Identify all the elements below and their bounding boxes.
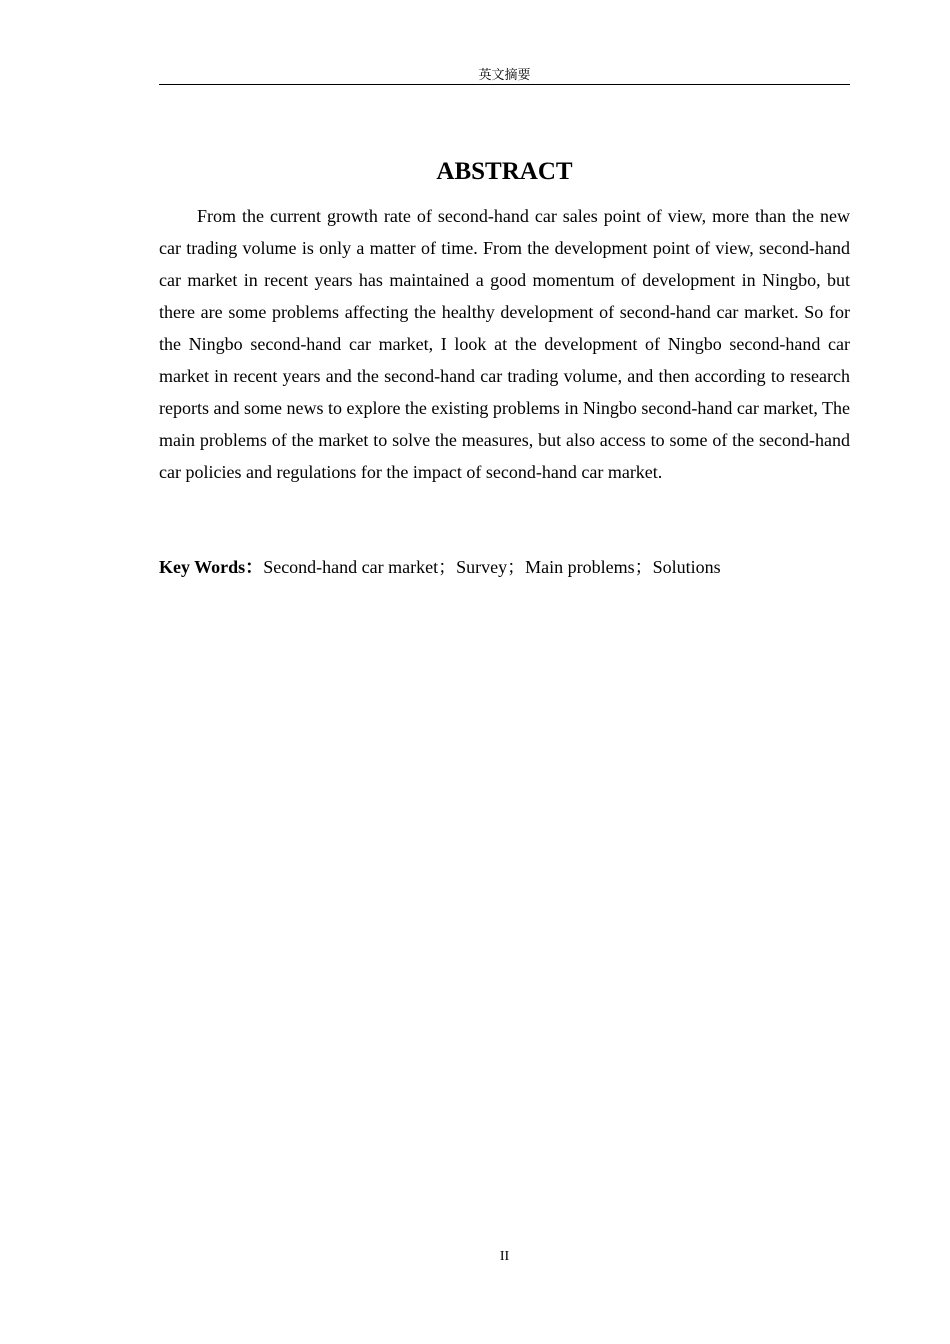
abstract-title: ABSTRACT	[436, 158, 573, 185]
abstract-body: From the current growth rate of second-hand car sales point of view, more than the new car trading volume is only a matter of time. From the development point of view, second-hand car market in recent years has maintained a good momentum of development in Ningbo, but there are some problems affecting the healthy development of second-hand car market. So for the Ningbo second-hand car market, I look at the development of Ningbo second-hand car market in recent years and the second-hand car trading volume, and then according to research reports and some news to explore the existing problems in Ningbo second-hand car market, The main problems of the market to solve the measures, but also access to some of the second-hand car policies and regulations for the impact of second-hand car market.	[159, 206, 850, 482]
keywords-line	[159, 551, 850, 583]
page-number: II	[499, 1249, 510, 1264]
keyword-item: Main problems；	[525, 557, 653, 577]
page-header	[159, 66, 850, 85]
keyword-item: Survey；	[456, 557, 526, 577]
keywords-label: Key Words：	[159, 557, 264, 577]
running-title: 英文摘要	[478, 67, 531, 82]
keyword-item: Solutions	[652, 557, 721, 577]
keyword-item: Second-hand car market；	[263, 557, 457, 577]
